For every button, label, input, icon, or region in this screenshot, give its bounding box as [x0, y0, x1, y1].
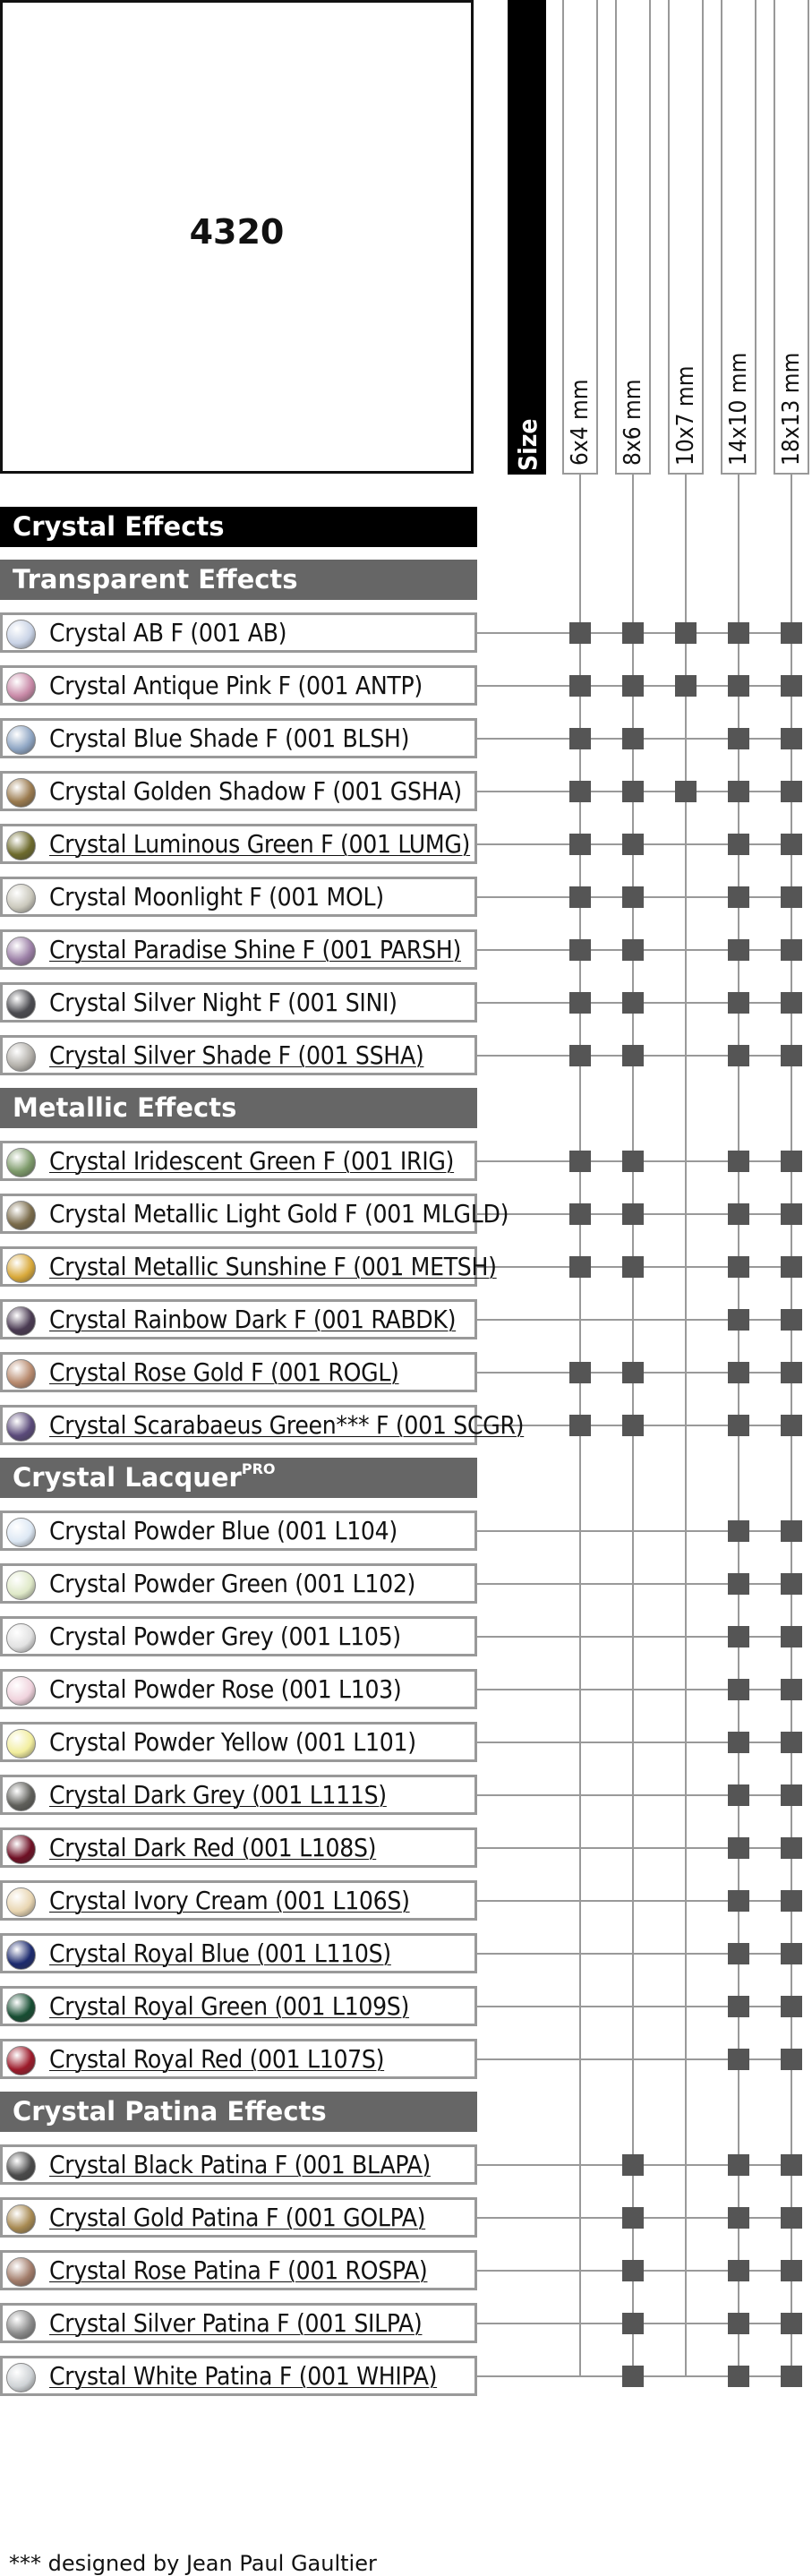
crystal-swatch-icon	[6, 831, 36, 860]
availability-marker	[781, 1203, 802, 1225]
availability-marker	[728, 1732, 749, 1753]
row-name: Crystal Powder Blue (001 L104)	[49, 1516, 397, 1545]
availability-marker	[781, 886, 802, 908]
availability-marker	[728, 2049, 749, 2070]
availability-marker	[781, 1626, 802, 1647]
table-row[interactable]	[0, 1986, 477, 2026]
crystal-swatch-icon	[6, 1782, 36, 1811]
availability-marker	[781, 1362, 802, 1383]
table-row	[0, 1563, 477, 1604]
crystal-swatch-icon	[6, 1201, 36, 1230]
availability-marker	[622, 992, 644, 1014]
availability-marker	[569, 728, 591, 749]
table-row[interactable]	[0, 1299, 477, 1339]
table-row[interactable]	[0, 1141, 477, 1181]
table-row[interactable]	[0, 2197, 477, 2238]
availability-marker	[781, 992, 802, 1014]
availability-marker	[622, 2154, 644, 2176]
availability-marker	[569, 939, 591, 961]
table-row	[0, 982, 477, 1023]
row-name: Crystal AB F (001 AB)	[49, 618, 287, 647]
crystal-swatch-icon	[6, 1835, 36, 1864]
table-row[interactable]	[0, 1775, 477, 1815]
availability-marker	[569, 1256, 591, 1278]
product-code: 4320	[189, 212, 285, 252]
availability-marker	[781, 1784, 802, 1806]
availability-marker	[622, 1256, 644, 1278]
size-column-label: 14x10 mm	[725, 352, 752, 466]
row-name[interactable]: Crystal Silver Shade F (001 SSHA)	[49, 1040, 424, 1070]
row-name: Crystal Powder Green (001 L102)	[49, 1569, 416, 1598]
row-name: Crystal Metallic Light Gold F (001 MLGLD)	[49, 1199, 509, 1228]
availability-marker	[622, 781, 644, 802]
size-column-label: 10x7 mm	[672, 365, 699, 466]
row-name[interactable]: Crystal Black Patina F (001 BLAPA)	[49, 2150, 431, 2179]
availability-marker	[728, 1256, 749, 1278]
availability-marker	[622, 728, 644, 749]
availability-marker	[728, 1943, 749, 1964]
availability-marker	[728, 1573, 749, 1595]
availability-marker	[781, 2313, 802, 2334]
availability-marker	[781, 2049, 802, 2070]
row-name[interactable]: Crystal Royal Blue (001 L110S)	[49, 1938, 391, 1968]
row-name[interactable]: Crystal Rainbow Dark F (001 RABDK)	[49, 1305, 457, 1334]
availability-marker	[781, 728, 802, 749]
availability-marker	[622, 1045, 644, 1066]
table-row[interactable]	[0, 2356, 477, 2396]
availability-marker	[569, 834, 591, 855]
availability-marker	[781, 2366, 802, 2387]
crystal-swatch-icon	[6, 778, 36, 808]
row-name[interactable]: Crystal Dark Grey (001 L111S)	[49, 1780, 387, 1810]
row-name[interactable]: Crystal Metallic Sunshine F (001 METSH)	[49, 1252, 497, 1281]
row-name: Crystal Powder Yellow (001 L101)	[49, 1727, 416, 1757]
availability-marker	[728, 2366, 749, 2387]
availability-marker	[675, 675, 697, 697]
table-row	[0, 1669, 477, 1709]
availability-marker	[781, 2207, 802, 2229]
availability-marker	[728, 2207, 749, 2229]
row-name: Crystal Powder Grey (001 L105)	[49, 1622, 401, 1651]
availability-marker	[728, 1309, 749, 1331]
crystal-swatch-icon	[6, 1042, 36, 1072]
section-title-text: Crystal Patina Effects	[13, 2096, 327, 2127]
table-row[interactable]	[0, 1246, 497, 1287]
crystal-swatch-icon	[6, 1623, 36, 1653]
availability-marker	[569, 622, 591, 644]
crystal-swatch-icon	[6, 1940, 36, 1970]
availability-marker	[622, 939, 644, 961]
crystal-swatch-icon	[6, 1887, 36, 1917]
availability-marker	[728, 1203, 749, 1225]
availability-marker	[728, 1784, 749, 1806]
availability-marker	[569, 1045, 591, 1066]
crystal-swatch-icon	[6, 937, 36, 966]
table-row	[0, 665, 477, 706]
availability-marker	[728, 834, 749, 855]
availability-marker	[781, 675, 802, 697]
row-name[interactable]: Crystal Royal Green (001 L109S)	[49, 1991, 410, 2021]
availability-marker	[569, 781, 591, 802]
size-column-line	[685, 475, 687, 2377]
availability-marker	[622, 886, 644, 908]
availability-marker	[728, 1415, 749, 1436]
availability-marker	[781, 834, 802, 855]
table-row	[0, 612, 477, 653]
availability-marker	[728, 2260, 749, 2281]
table-row[interactable]	[0, 2144, 477, 2185]
table-row[interactable]	[0, 1880, 477, 1921]
size-header-bar	[508, 0, 546, 475]
row-name: Crystal Moonlight F (001 MOL)	[49, 882, 384, 911]
availability-marker	[675, 781, 697, 802]
availability-marker	[728, 1626, 749, 1647]
section-title-text: Crystal Effects	[13, 511, 225, 542]
row-name[interactable]: Crystal Ivory Cream (001 L106S)	[49, 1886, 410, 1915]
table-row[interactable]	[0, 2250, 477, 2290]
availability-marker	[728, 2154, 749, 2176]
size-header-label: Size	[513, 418, 543, 471]
crystal-swatch-icon	[6, 884, 36, 913]
availability-marker	[728, 2313, 749, 2334]
table-row[interactable]	[0, 929, 477, 970]
availability-marker	[781, 781, 802, 802]
availability-marker	[622, 1203, 644, 1225]
availability-marker	[781, 1309, 802, 1331]
crystal-swatch-icon	[6, 1729, 36, 1759]
row-name: Crystal Blue Shade F (001 BLSH)	[49, 723, 410, 753]
availability-marker	[569, 1362, 591, 1383]
size-column-label: 8x6 mm	[620, 379, 646, 466]
availability-marker	[728, 1362, 749, 1383]
availability-marker	[781, 2260, 802, 2281]
crystal-swatch-icon	[6, 1254, 36, 1283]
availability-marker	[781, 1943, 802, 1964]
row-name: Crystal Golden Shadow F (001 GSHA)	[49, 776, 462, 806]
row-name[interactable]: Crystal Dark Red (001 L108S)	[49, 1833, 377, 1862]
availability-marker	[569, 1203, 591, 1225]
crystal-swatch-icon	[6, 2310, 36, 2340]
row-name[interactable]: Crystal Scarabaeus Green*** F (001 SCGR)	[49, 1410, 525, 1440]
availability-marker	[728, 728, 749, 749]
table-row[interactable]	[0, 1405, 525, 1445]
table-row	[0, 877, 477, 917]
row-name[interactable]: Crystal Luminous Green F (001 LUMG)	[49, 829, 471, 859]
row-name[interactable]: Crystal Paradise Shine F (001 PARSH)	[49, 935, 461, 964]
row-name[interactable]: Crystal White Patina F (001 WHIPA)	[49, 2361, 438, 2391]
crystal-swatch-icon	[6, 620, 36, 649]
availability-marker	[781, 1996, 802, 2017]
availability-marker	[781, 1573, 802, 1595]
availability-marker	[728, 1679, 749, 1700]
availability-marker	[622, 1415, 644, 1436]
availability-marker	[728, 622, 749, 644]
crystal-swatch-icon	[6, 1359, 36, 1389]
crystal-swatch-icon	[6, 1412, 36, 1442]
availability-marker	[728, 886, 749, 908]
crystal-swatch-icon	[6, 1518, 36, 1547]
availability-marker	[728, 1890, 749, 1912]
availability-marker	[781, 622, 802, 644]
availability-marker	[622, 2366, 644, 2387]
table-row[interactable]	[0, 2039, 477, 2079]
availability-marker	[781, 1732, 802, 1753]
row-name[interactable]: Crystal Iridescent Green F (001 IRIG)	[49, 1146, 455, 1176]
availability-marker	[728, 992, 749, 1014]
row-name[interactable]: Crystal Rose Patina F (001 ROSPA)	[49, 2255, 428, 2285]
availability-marker	[781, 939, 802, 961]
availability-marker	[728, 1151, 749, 1172]
availability-marker	[569, 1151, 591, 1172]
availability-marker	[569, 992, 591, 1014]
crystal-swatch-icon	[6, 725, 36, 755]
row-name: Crystal Silver Night F (001 SINI)	[49, 988, 397, 1017]
availability-marker	[781, 1256, 802, 1278]
availability-marker	[622, 2313, 644, 2334]
availability-marker	[728, 1837, 749, 1859]
availability-marker	[569, 1415, 591, 1436]
crystal-swatch-icon	[6, 1993, 36, 2023]
crystal-swatch-icon	[6, 2204, 36, 2234]
availability-marker	[781, 1520, 802, 1542]
crystal-swatch-icon	[6, 2152, 36, 2181]
row-name[interactable]: Crystal Silver Patina F (001 SILPA)	[49, 2308, 423, 2338]
table-row[interactable]	[0, 1035, 477, 1075]
crystal-swatch-icon	[6, 672, 36, 702]
crystal-swatch-icon	[6, 1676, 36, 1706]
product-image-box	[0, 0, 474, 474]
crystal-swatch-icon	[6, 2363, 36, 2392]
availability-marker	[622, 2207, 644, 2229]
row-name: Crystal Antique Pink F (001 ANTP)	[49, 671, 423, 700]
crystal-swatch-icon	[6, 1570, 36, 1600]
availability-marker	[728, 1520, 749, 1542]
table-row	[0, 1616, 477, 1656]
crystal-swatch-icon	[6, 2257, 36, 2287]
availability-marker	[622, 675, 644, 697]
section-title-text: Transparent Effects	[13, 564, 298, 595]
availability-marker	[728, 1045, 749, 1066]
table-row[interactable]	[0, 824, 477, 864]
availability-marker	[781, 2154, 802, 2176]
size-column-label: 18x13 mm	[778, 352, 805, 466]
table-row[interactable]	[0, 1352, 477, 1392]
section-title	[0, 1458, 477, 1498]
row-name[interactable]: Crystal Gold Patina F (001 GOLPA)	[49, 2203, 426, 2232]
section-title-superscript: PRO	[241, 1460, 276, 1477]
availability-marker	[781, 1415, 802, 1436]
table-row	[0, 1511, 477, 1551]
availability-marker	[781, 1151, 802, 1172]
availability-marker	[622, 622, 644, 644]
section-title-text: Metallic Effects	[13, 1092, 237, 1123]
availability-marker	[622, 2260, 644, 2281]
availability-marker	[622, 1362, 644, 1383]
table-row[interactable]	[0, 1827, 477, 1868]
section-title	[0, 560, 477, 600]
availability-marker	[728, 675, 749, 697]
availability-marker	[781, 1679, 802, 1700]
availability-marker	[781, 1837, 802, 1859]
size-column-label: 6x4 mm	[567, 379, 594, 466]
crystal-swatch-icon	[6, 2046, 36, 2075]
crystal-swatch-icon	[6, 1148, 36, 1177]
availability-marker	[675, 622, 697, 644]
availability-marker	[728, 939, 749, 961]
section-title-text: Crystal Lacquer	[13, 1462, 242, 1493]
table-row	[0, 1722, 477, 1762]
availability-marker	[622, 1151, 644, 1172]
availability-marker	[569, 675, 591, 697]
row-name: Crystal Powder Rose (001 L103)	[49, 1674, 402, 1704]
table-row	[0, 1194, 509, 1234]
crystal-swatch-icon	[6, 1306, 36, 1336]
table-row[interactable]	[0, 1933, 477, 1973]
section-title	[0, 1088, 477, 1128]
availability-marker	[781, 1890, 802, 1912]
availability-marker	[728, 781, 749, 802]
section-title-main	[0, 507, 477, 547]
table-row	[0, 718, 477, 758]
availability-marker	[728, 1996, 749, 2017]
crystal-swatch-icon	[6, 989, 36, 1019]
table-row[interactable]	[0, 2303, 477, 2343]
table-row	[0, 771, 477, 811]
section-title	[0, 2092, 477, 2132]
row-name[interactable]: Crystal Royal Red (001 L107S)	[49, 2044, 385, 2074]
row-name[interactable]: Crystal Rose Gold F (001 ROGL)	[49, 1357, 399, 1387]
availability-marker	[569, 886, 591, 908]
availability-marker	[781, 1045, 802, 1066]
footnote: *** designed by Jean Paul Gaultier	[9, 2551, 377, 2576]
availability-marker	[622, 834, 644, 855]
